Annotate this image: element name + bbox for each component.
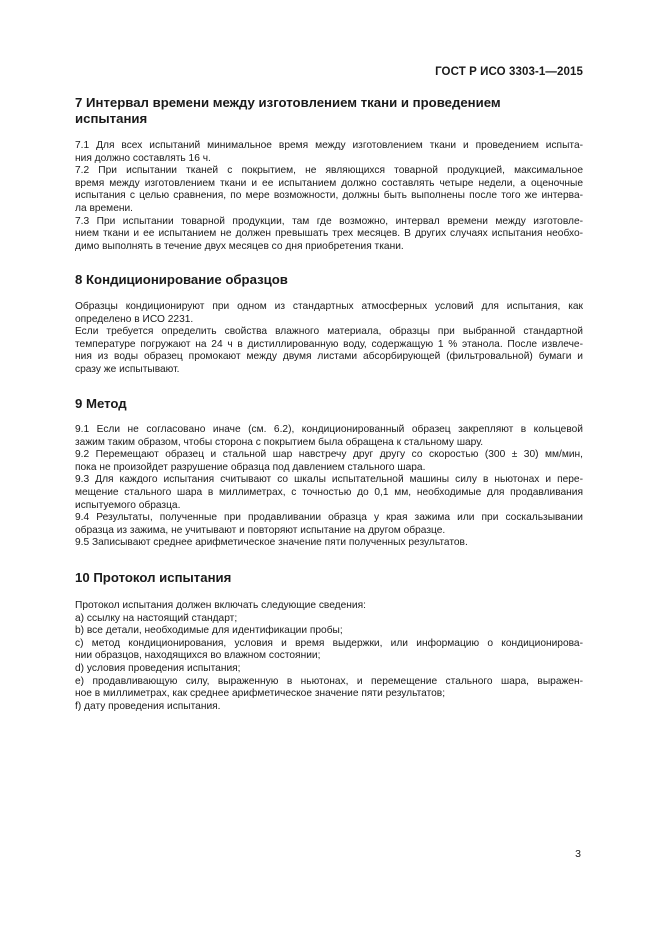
text-line: 7.2 При испытании тканей с покрытием, не являющихся товарной продукцией, максимальное (75, 165, 583, 177)
paragraph-9-2 (75, 449, 583, 474)
text-line: пока не произойдет разрушение образца под давлением стального шара. (75, 461, 426, 473)
list-item-c (75, 638, 583, 663)
text-line: образца из зажима, не учитывают и повторяют испытание на другом образце. (75, 524, 446, 536)
paragraph-7-2 (75, 165, 583, 215)
text-line: ния должно составлять 16 ч. (75, 152, 211, 164)
section-8-title: 8 Кондиционирование образцов (75, 272, 288, 287)
section-7-body (75, 140, 583, 253)
section-8 (75, 272, 583, 288)
text-line: Образцы кондиционируют при одном из стандартных атмосферных условий для испытания, как (75, 301, 583, 312)
text-line: 9.2 Перемещают образец и стальной шар навстречу друг другу со скоростью (300 ± 30) мм/мин, (75, 449, 583, 461)
text-line: e) продавливающую силу, выраженную в ньютонах, и перемещение стального шара, выражен- (75, 675, 583, 687)
text-line: Протокол испытания должен включать следующие сведения: (75, 600, 366, 611)
paragraph-8-1 (75, 301, 583, 326)
text-line: испытания с целью сравнения, по мере возможности, должны быть выполнены после того же интерва- (75, 190, 583, 202)
section-10-title: 10 Протокол испытания (75, 570, 232, 585)
text-line: 9.5 Записывают среднее арифметическое значение пяти полученных результатов. (75, 537, 468, 549)
text-line: определено в ИСО 2231. (75, 313, 194, 325)
text-line: d) условия проведения испытания; (75, 662, 241, 674)
text-line: сразу же испытывают. (75, 363, 180, 375)
text-line: димо выполнять в течение двух месяцев со дня приобретения ткани. (75, 240, 404, 252)
text-line: 9.1 Если не согласовано иначе (см. 6.2), кондиционированный образец закрепляют в кольцевой (75, 424, 583, 435)
paragraph-9-5 (75, 537, 583, 550)
standard-code-header: ГОСТ Р ИСО 3303-1—2015 (435, 66, 583, 78)
list-item-a (75, 613, 583, 626)
text-line: f) дату проведения испытания. (75, 700, 221, 712)
text-line: 9.4 Результаты, полученные при продавливании образца у края зажима или при соскальзывании (75, 512, 583, 524)
text-line: время между изготовлением ткани и ее испытанием должно составлять четыре недели, а оценочные (75, 177, 583, 189)
paragraph-9-4 (75, 512, 583, 537)
paragraph-9-3 (75, 474, 583, 512)
page-number: 3 (575, 848, 581, 860)
paragraph-7-3 (75, 216, 583, 254)
text-line: температуре погружают на 24 ч в дистиллированную воду, содержащую 1 % этанола. После извлече- (75, 338, 583, 350)
section-8-body (75, 301, 583, 377)
text-line: 9.3 Для каждого испытания считывают со шкалы испытательной машины силу в ньютонах и пере- (75, 474, 583, 486)
section-7-title (75, 95, 583, 127)
text-line: a) ссылку на настоящий стандарт; (75, 612, 238, 624)
text-line: ное в миллиметрах, как среднее арифметическое значение пяти результатов; (75, 688, 446, 700)
section-9-title: 9 Метод (75, 396, 127, 411)
list-item-e (75, 676, 583, 701)
text-line: испытуемого образца. (75, 499, 181, 511)
list-item-d (75, 663, 583, 676)
section-9 (75, 396, 583, 412)
section-7 (75, 95, 583, 127)
section-10-body (75, 600, 583, 713)
section-9-body (75, 424, 583, 550)
text-line: зажим таким образом, чтобы сторона с покрытием была обращена к стальному шару. (75, 436, 484, 448)
text-line: b) все детали, необходимые для идентификации пробы; (75, 625, 343, 637)
text-line: ния из воды образец промокают между двумя листами абсорбирующей (фильтровальной) бумаги и (75, 351, 583, 363)
text-line: ла времени. (75, 202, 134, 214)
list-item-b (75, 625, 583, 638)
text-line: Если требуется определить свойства влажного материала, образцы при выбранной стандартной (75, 326, 583, 338)
section-10 (75, 570, 583, 586)
text-line: c) метод кондиционирования, условия и время выдержки, или информацию о кондиционирова- (75, 637, 583, 649)
paragraph-9-1 (75, 424, 583, 449)
text-line: 7.3 При испытании товарной продукции, там где возможно, интервал времени между изготовле- (75, 215, 583, 227)
section-7-title-line: испытания (75, 111, 148, 126)
paragraph-7-1 (75, 140, 583, 165)
list-item-f (75, 701, 583, 714)
text-line: 7.1 Для всех испытаний минимальное время между изготовлением ткани и проведением испыта- (75, 140, 583, 151)
text-line: нии образцов, находящихся во влажном состоянии; (75, 650, 321, 662)
paragraph-8-2 (75, 326, 583, 376)
section-7-title-line: 7 Интервал времени между изготовлением ткани и проведением (75, 95, 501, 110)
text-line: нием ткани и ее испытанием не должен превышать трех месяцев. В других случаях испытания необхо- (75, 228, 583, 240)
protocol-intro (75, 600, 583, 613)
text-line: мещение стального шара в миллиметрах, с точностью до 0,1 мм, необходимые для продавливания (75, 486, 583, 498)
